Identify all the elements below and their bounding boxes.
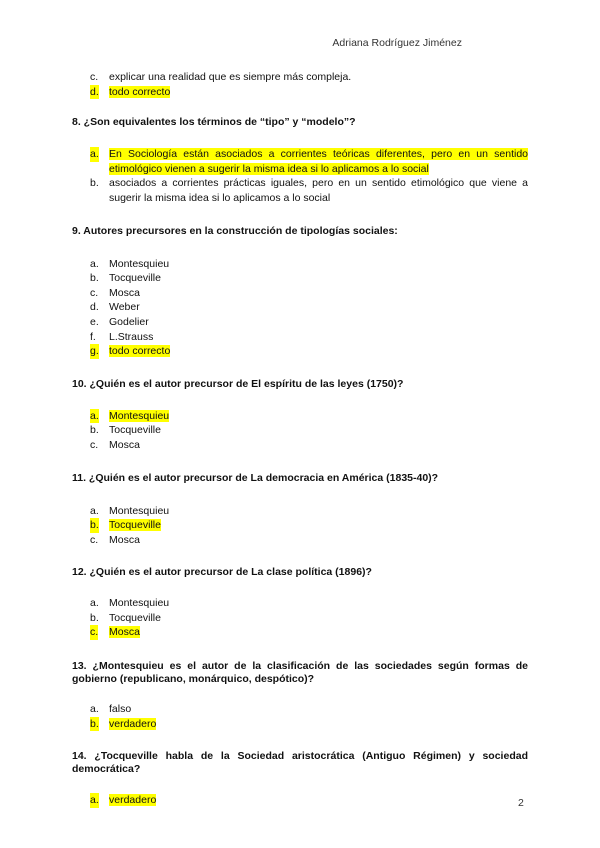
question-block [72, 660, 528, 731]
option-list [72, 147, 528, 205]
answer-option [72, 330, 528, 345]
answer-option [72, 300, 528, 315]
question-block [72, 116, 528, 205]
option-text-highlighted: Tocqueville [109, 519, 161, 532]
answer-option [72, 625, 528, 640]
option-text: Godelier [109, 315, 149, 328]
continued-options [72, 70, 528, 99]
answer-option [72, 504, 528, 519]
answer-option [72, 147, 528, 176]
document-body [72, 70, 528, 808]
option-list [72, 702, 528, 731]
option-text: Mosca [109, 533, 140, 546]
option-list [72, 504, 528, 548]
answer-option [72, 409, 528, 424]
option-text: Mosca [109, 438, 140, 451]
option-letter: c. [90, 71, 99, 83]
option-text: Tocqueville [109, 611, 161, 624]
question-text: 9. Autores precursores en la construcción de tipologías sociales: [72, 224, 398, 237]
answer-option [72, 702, 528, 717]
question-block [72, 378, 528, 453]
answer-option [72, 518, 528, 533]
option-letter: c. [90, 286, 99, 299]
option-letter: b. [90, 519, 99, 532]
question-block [72, 472, 528, 548]
answer-option [72, 70, 528, 85]
option-letter: e. [90, 315, 99, 328]
answer-option [72, 286, 528, 301]
option-letter: b. [90, 611, 99, 624]
answer-option [72, 271, 528, 286]
option-letter: g. [90, 345, 99, 358]
option-text: Montesquieu [109, 597, 170, 610]
option-letter: d. [90, 301, 99, 314]
question-block [72, 566, 528, 640]
option-letter: f. [90, 330, 96, 343]
question-block [72, 225, 528, 359]
option-text-highlighted: Montesquieu [109, 409, 170, 422]
option-letter: a. [90, 148, 99, 161]
option-list [72, 409, 528, 453]
option-letter: b. [90, 272, 99, 285]
answer-option [72, 717, 528, 732]
option-text-highlighted: verdadero [109, 794, 157, 807]
option-text: asociados a corrientes prácticas iguales, pero en un sentido etimológico que viene a sugerir la misma idea si lo aplicamos a lo social [109, 177, 528, 204]
option-text: Tocqueville [109, 272, 161, 285]
option-text: Mosca [109, 286, 140, 299]
answer-option [72, 423, 528, 438]
question-text: 11. ¿Quién es el autor precursor de La democracia en América (1835-40)? [72, 471, 439, 484]
option-letter: c. [90, 533, 99, 546]
answer-option [72, 533, 528, 548]
answer-option [72, 257, 528, 272]
option-letter: b. [90, 424, 99, 437]
option-text: Weber [109, 301, 140, 314]
option-text: L.Strauss [109, 330, 154, 343]
answer-option [72, 438, 528, 453]
answer-option [72, 315, 528, 330]
option-text-highlighted: todo correcto [109, 85, 171, 98]
option-text: Montesquieu [109, 504, 170, 517]
option-letter: a. [90, 504, 99, 517]
option-text: explicar una realidad que es siempre más compleja. [109, 71, 352, 83]
option-letter: b. [90, 717, 99, 730]
option-list [72, 793, 528, 808]
option-list [72, 596, 528, 640]
option-text: falso [109, 703, 132, 716]
option-letter: d. [90, 85, 99, 98]
option-text-highlighted: verdadero [109, 717, 157, 730]
question-list [72, 116, 528, 808]
option-letter: a. [90, 409, 99, 422]
option-list [72, 257, 528, 359]
answer-option [72, 85, 528, 100]
answer-option [72, 793, 528, 808]
option-letter: b. [90, 177, 99, 190]
answer-option [72, 611, 528, 626]
option-text: Tocqueville [109, 424, 161, 437]
question-text: 14. ¿Tocqueville habla de la Sociedad aristocrática (Antiguo Régimen) y sociedad democrática? [72, 750, 528, 776]
answer-option [72, 344, 528, 359]
option-text-highlighted: Mosca [109, 626, 140, 639]
question-text: 13. ¿Montesquieu es el autor de la clasificación de las sociedades según formas de gobierno (republicano, monárquico, despótico)? [72, 660, 528, 686]
option-text: Montesquieu [109, 257, 170, 270]
option-letter: c. [90, 626, 99, 639]
question-block [72, 750, 528, 808]
option-letter: a. [90, 794, 99, 807]
option-letter: a. [90, 703, 99, 716]
option-text-highlighted: En Sociología están asociados a corrientes teóricas diferentes, pero en un sentido etimológico vienen a sugerir la misma idea si lo aplicamos a lo social [109, 148, 528, 175]
option-letter: a. [90, 597, 99, 610]
header-author: Adriana Rodríguez Jiménez [332, 37, 462, 49]
question-text: 8. ¿Son equivalentes los términos de “tipo” y “modelo”? [72, 116, 356, 129]
page-number: 2 [518, 797, 524, 809]
question-text: 10. ¿Quién es el autor precursor de El espíritu de las leyes (1750)? [72, 377, 404, 390]
option-letter: a. [90, 257, 99, 270]
answer-option [72, 176, 528, 205]
option-text-highlighted: todo correcto [109, 345, 171, 358]
question-text: 12. ¿Quién es el autor precursor de La clase política (1896)? [72, 566, 372, 579]
answer-option [72, 596, 528, 611]
option-letter: c. [90, 438, 99, 451]
